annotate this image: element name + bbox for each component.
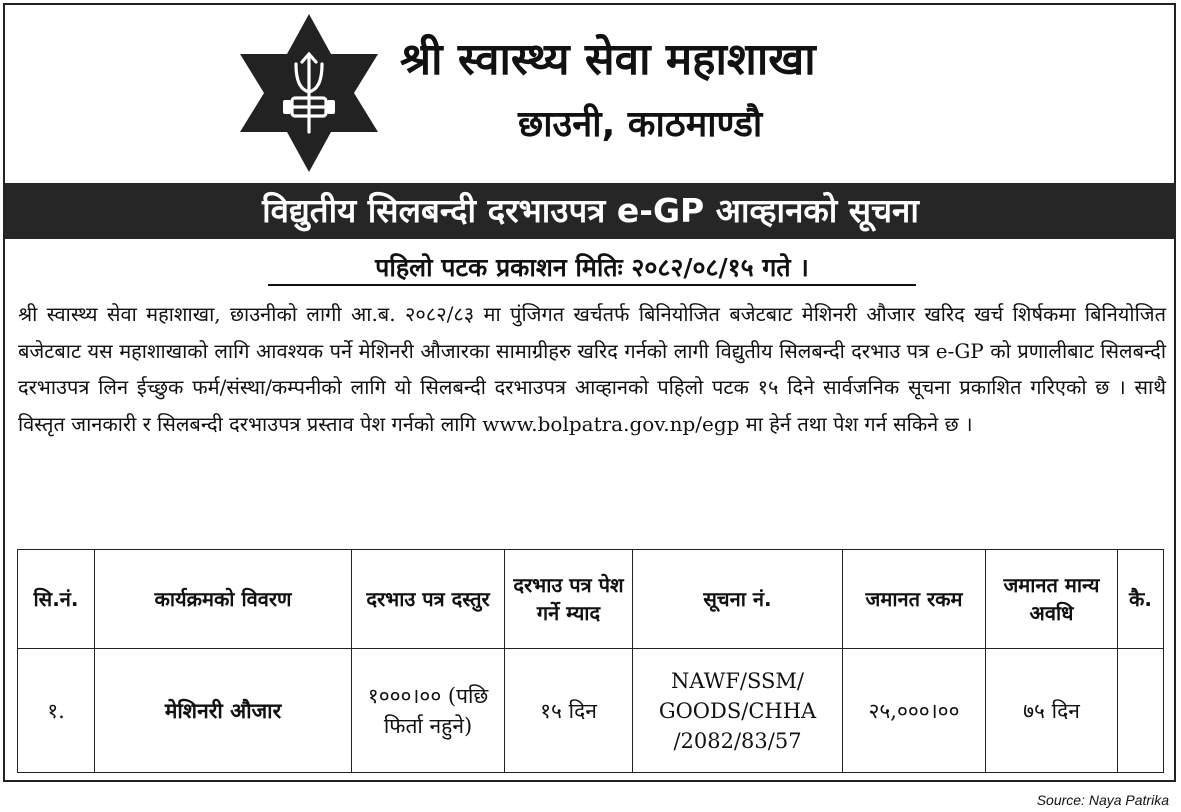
cell-remarks [1118, 649, 1164, 773]
header-remarks: कै. [1118, 550, 1164, 649]
org-location: छाउनी, काठमाण्डौ [518, 104, 763, 145]
header-security-validity: जमानत मान्य अवधि [986, 550, 1118, 649]
cell-sn: १. [18, 649, 95, 773]
header-notice-no: सूचना नं. [633, 550, 843, 649]
cell-deadline: १५ दिन [505, 649, 633, 773]
cell-fee: १०००।०० (पछि फिर्ता नहुने) [352, 649, 505, 773]
cell-security-amount: २५,०००।०० [843, 649, 986, 773]
nepal-army-star-trident-emblem [238, 14, 380, 172]
cell-program: मेशिनरी औजार [95, 649, 352, 773]
cell-security-validity: ७५ दिन [986, 649, 1118, 773]
table-header-row [18, 550, 1164, 649]
publication-date-text: पहिलो पटक प्रकाशन मितिः २०८२/०८/१५ गते । [375, 253, 809, 282]
table-row [18, 649, 1164, 773]
cell-notice-no: NAWF/SSM/ GOODS/CHHA /2082/83/57 [633, 649, 843, 773]
notice-body-paragraph: श्री स्वास्थ्य सेवा महाशाखा, छाउनीको लागी आ.ब. २०८२/८३ मा पुंजिगत खर्चतर्फ बिनियोजित बजेटबाट मेशिनरी औजार खरिद खर्च शिर्षकमा बिनियोजित बजेटबाट यस महाशाखाको लागि आवश्यक पर्ने मेशिनरी औजारका सामाग्रीहरु खरिद गर्नको लागी विद्युतीय सिलबन्दी दरभाउ पत्र e-GP को प्रणालीबाट सिलबन्दी दरभाउपत्र लिन ईच्छुक फर्म/संस्था/कम्पनीको लागि यो सिलबन्दी दरभाउपत्र आव्हानको पहिलो पटक १५ दिने सार्वजनिक सूचना प्रकाशित गरिएको छ । साथै विस्तृत जानकारी र सिलबन्दी दरभाउपत्र प्रस्ताव पेश गर्नको लागि www.bolpatra.gov.np/egp मा हेर्न तथा पेश गर्न सकिने छ । [18, 302, 1166, 436]
notice-title-banner: विद्युतीय सिलबन्दी दरभाउपत्र e-GP आव्हानको सूचना [5, 183, 1176, 239]
org-name: श्री स्वास्थ्य सेवा महाशाखा [400, 34, 816, 85]
header-deadline: दरभाउ पत्र पेश गर्ने म्याद [505, 550, 633, 649]
tender-table [17, 549, 1164, 773]
publication-date [268, 248, 916, 288]
header-program: कार्यक्रमको विवरण [95, 550, 352, 649]
header-security-amount: जमानत रकम [843, 550, 986, 649]
header-sn: सि.नं. [18, 550, 95, 649]
source-credit: Source: Naya Patrika [1036, 792, 1169, 808]
header-fee: दरभाउ पत्र दस्तुर [352, 550, 505, 649]
publication-date-underline [268, 284, 916, 286]
